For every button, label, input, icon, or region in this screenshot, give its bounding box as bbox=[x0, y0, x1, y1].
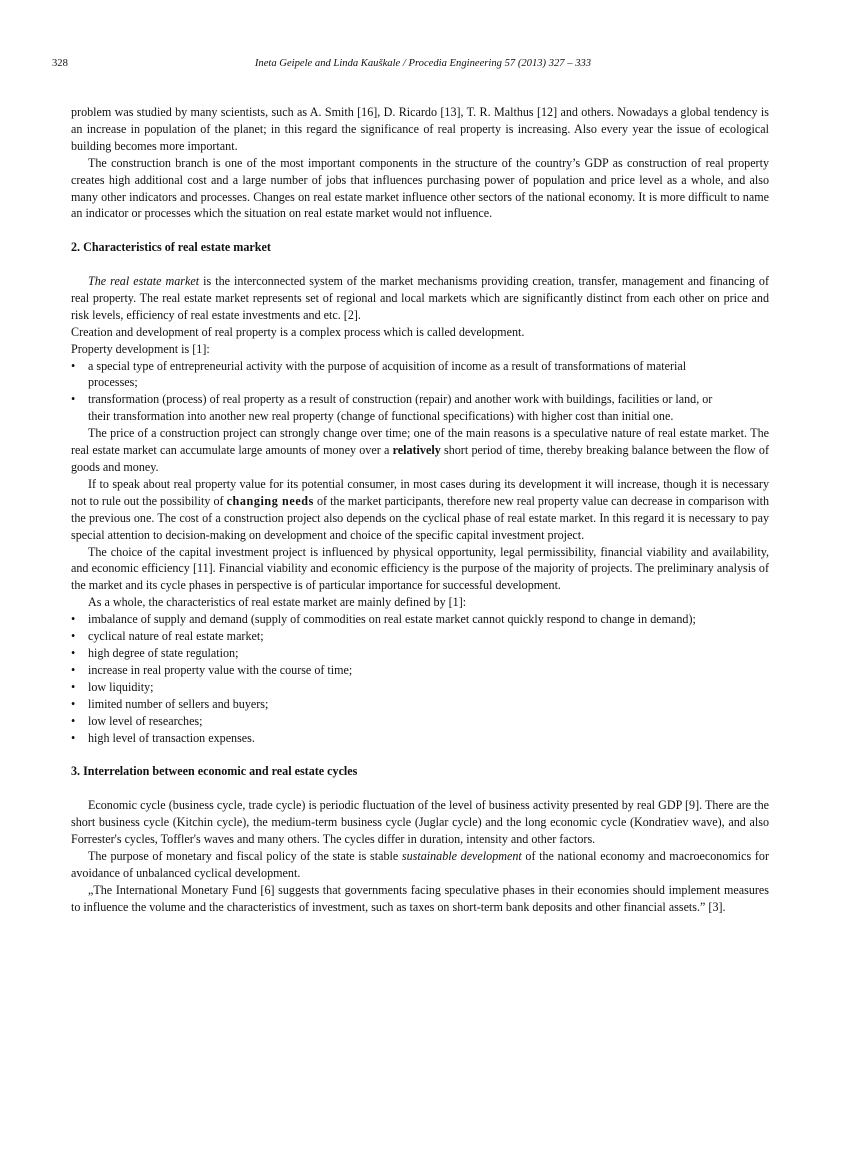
section2-paragraph-1 bbox=[71, 273, 769, 324]
term-real-estate-market: The real estate market bbox=[88, 274, 200, 289]
list-item: • limited number of sellers and buyers; bbox=[71, 696, 769, 713]
list-item: • low level of researches; bbox=[71, 713, 769, 730]
list-item: • increase in real property value with the course of time; bbox=[71, 662, 769, 679]
intro-paragraph-1: problem was studied by many scientists, such as A. Smith [16], D. Ricardo [13], T. R. Malthus [12] and others. Nowadays a global tendency is an increase in population of the planet; in this regard the significance of real property is increasing. Also every year the issue of ecological building becomes more important. bbox=[71, 105, 769, 153]
list-item: • high level of transaction expenses. bbox=[71, 730, 769, 747]
section-heading-3: 3. Interrelation between economic and real estate cycles bbox=[71, 764, 358, 779]
list-item: • imbalance of supply and demand (supply of commodities on real estate market cannot quickly respond to change in demand); bbox=[71, 611, 769, 628]
page-number: 328 bbox=[52, 58, 68, 69]
section3-paragraph-1: Economic cycle (business cycle, trade cycle) is periodic fluctuation of the level of business activity presented by real GDP [9]. There are the short business cycle (Kitchin cycle), the medium-term business cycle (Juglar cycle) and the long economic cycle (Kondratiev wave), and also Forrester's cycles, Toffler's waves and many others. The cycles differ in duration, intensity and other factors. bbox=[71, 798, 769, 846]
term-sustainable-development: sustainable development bbox=[401, 848, 522, 863]
section-heading-2: 2. Characteristics of real estate market bbox=[71, 240, 271, 255]
section2-paragraph-5 bbox=[71, 476, 769, 544]
page-header bbox=[0, 58, 846, 74]
list-item: • low liquidity; bbox=[71, 679, 769, 696]
list-item: • cyclical nature of real estate market; bbox=[71, 628, 769, 645]
intro-paragraph-2: The construction branch is one of the most important components in the structure of the country’s GDP as construction of real property creates high additional cost and a large number of jobs that influences purchasing power of population and price level as a whole, and also many other indicators and processes. Changes on real estate market influence other sectors of the national economy. It is more difficult to name an indicator or processes which the situation on real estate market would not influence. bbox=[71, 155, 769, 221]
list-item: • high degree of state regulation; bbox=[71, 645, 769, 662]
development-bullet-list bbox=[71, 358, 769, 426]
list-item: • a special type of entrepreneurial activity with the purpose of acquisition of income as a result of transformations of material processes; bbox=[71, 358, 769, 392]
section2-paragraph-7: As a whole, the characteristics of real estate market are mainly defined by [1]: bbox=[88, 595, 467, 610]
section2-paragraph-2: Creation and development of real property is a complex process which is called development. bbox=[71, 324, 525, 339]
section3-paragraph-2 bbox=[71, 848, 769, 882]
section3-paragraph-3: „The International Monetary Fund [6] suggests that governments facing speculative phases in their economies should implement measures to influence the volume and the characteristics of investment, such as taxes on short-term bank deposits and other financial assets.” [3]. bbox=[71, 882, 769, 914]
characteristics-bullet-list bbox=[71, 611, 769, 746]
list-item: • transformation (process) of real property as a result of construction (repair) and another work with buildings, facilities or land, or their transformation into another new real property (change of functional specifications) with higher cost than initial one. bbox=[71, 391, 769, 425]
section2-paragraph-1-text: is the interconnected system of the market mechanisms providing creation, transfer, management and financing of real property. The real estate market represents set of regional and local markets which are significantly distinct from each other on price and risk levels, efficiency of real estate investments and etc. [2]. bbox=[71, 274, 769, 322]
section3-paragraph-2-text-a: The purpose of monetary and fiscal policy of the state is stable bbox=[88, 848, 402, 863]
section2-paragraph-3: Property development is [1]: bbox=[71, 341, 210, 356]
article-body bbox=[71, 104, 769, 915]
emphasis-relatively: relatively bbox=[392, 443, 441, 458]
section3-paragraph-2-text-b: of the national economy and macroeconomics for avoidance of unbalanced cyclical development. bbox=[71, 848, 769, 880]
section2-paragraph-4-text-b: short period of time, thereby breaking balance between the flow of goods and money. bbox=[71, 443, 769, 474]
running-head: Ineta Geipele and Linda Kauškale / Procedia Engineering 57 (2013) 327 – 333 bbox=[254, 58, 592, 69]
section2-paragraph-6: The choice of the capital investment project is influenced by physical opportunity, legal permissibility, financial viability and availability, and economic efficiency [11]. Financial viability and economic efficiency is the purpose of the majority of projects. The preliminary analysis of the market and its cycle phases in perspective is of particular importance for successful development. bbox=[71, 544, 769, 593]
section2-paragraph-4 bbox=[71, 425, 769, 476]
section2-paragraph-5-text-b: of the market participants, therefore new real property value can decrease in comparison with the previous one. The cost of a construction project also depends on the cyclical phase of real estate market. In this regard it is necessary to pay special attention to decision-making on development and choice of the specific capital investment project. bbox=[71, 493, 769, 542]
emphasis-changing-needs: changing needs bbox=[226, 493, 314, 508]
section2-paragraph-5-text-a: If to speak about real property value for its potential consumer, in most cases during its development it will increase, though it is necessary not to rule out the possibility of bbox=[71, 476, 769, 508]
section2-paragraph-4-text-a: The price of a construction project can strongly change over time; one of the main reasons is a speculative nature of real estate market. The real estate market can accumulate large amounts of money over a bbox=[71, 426, 769, 458]
